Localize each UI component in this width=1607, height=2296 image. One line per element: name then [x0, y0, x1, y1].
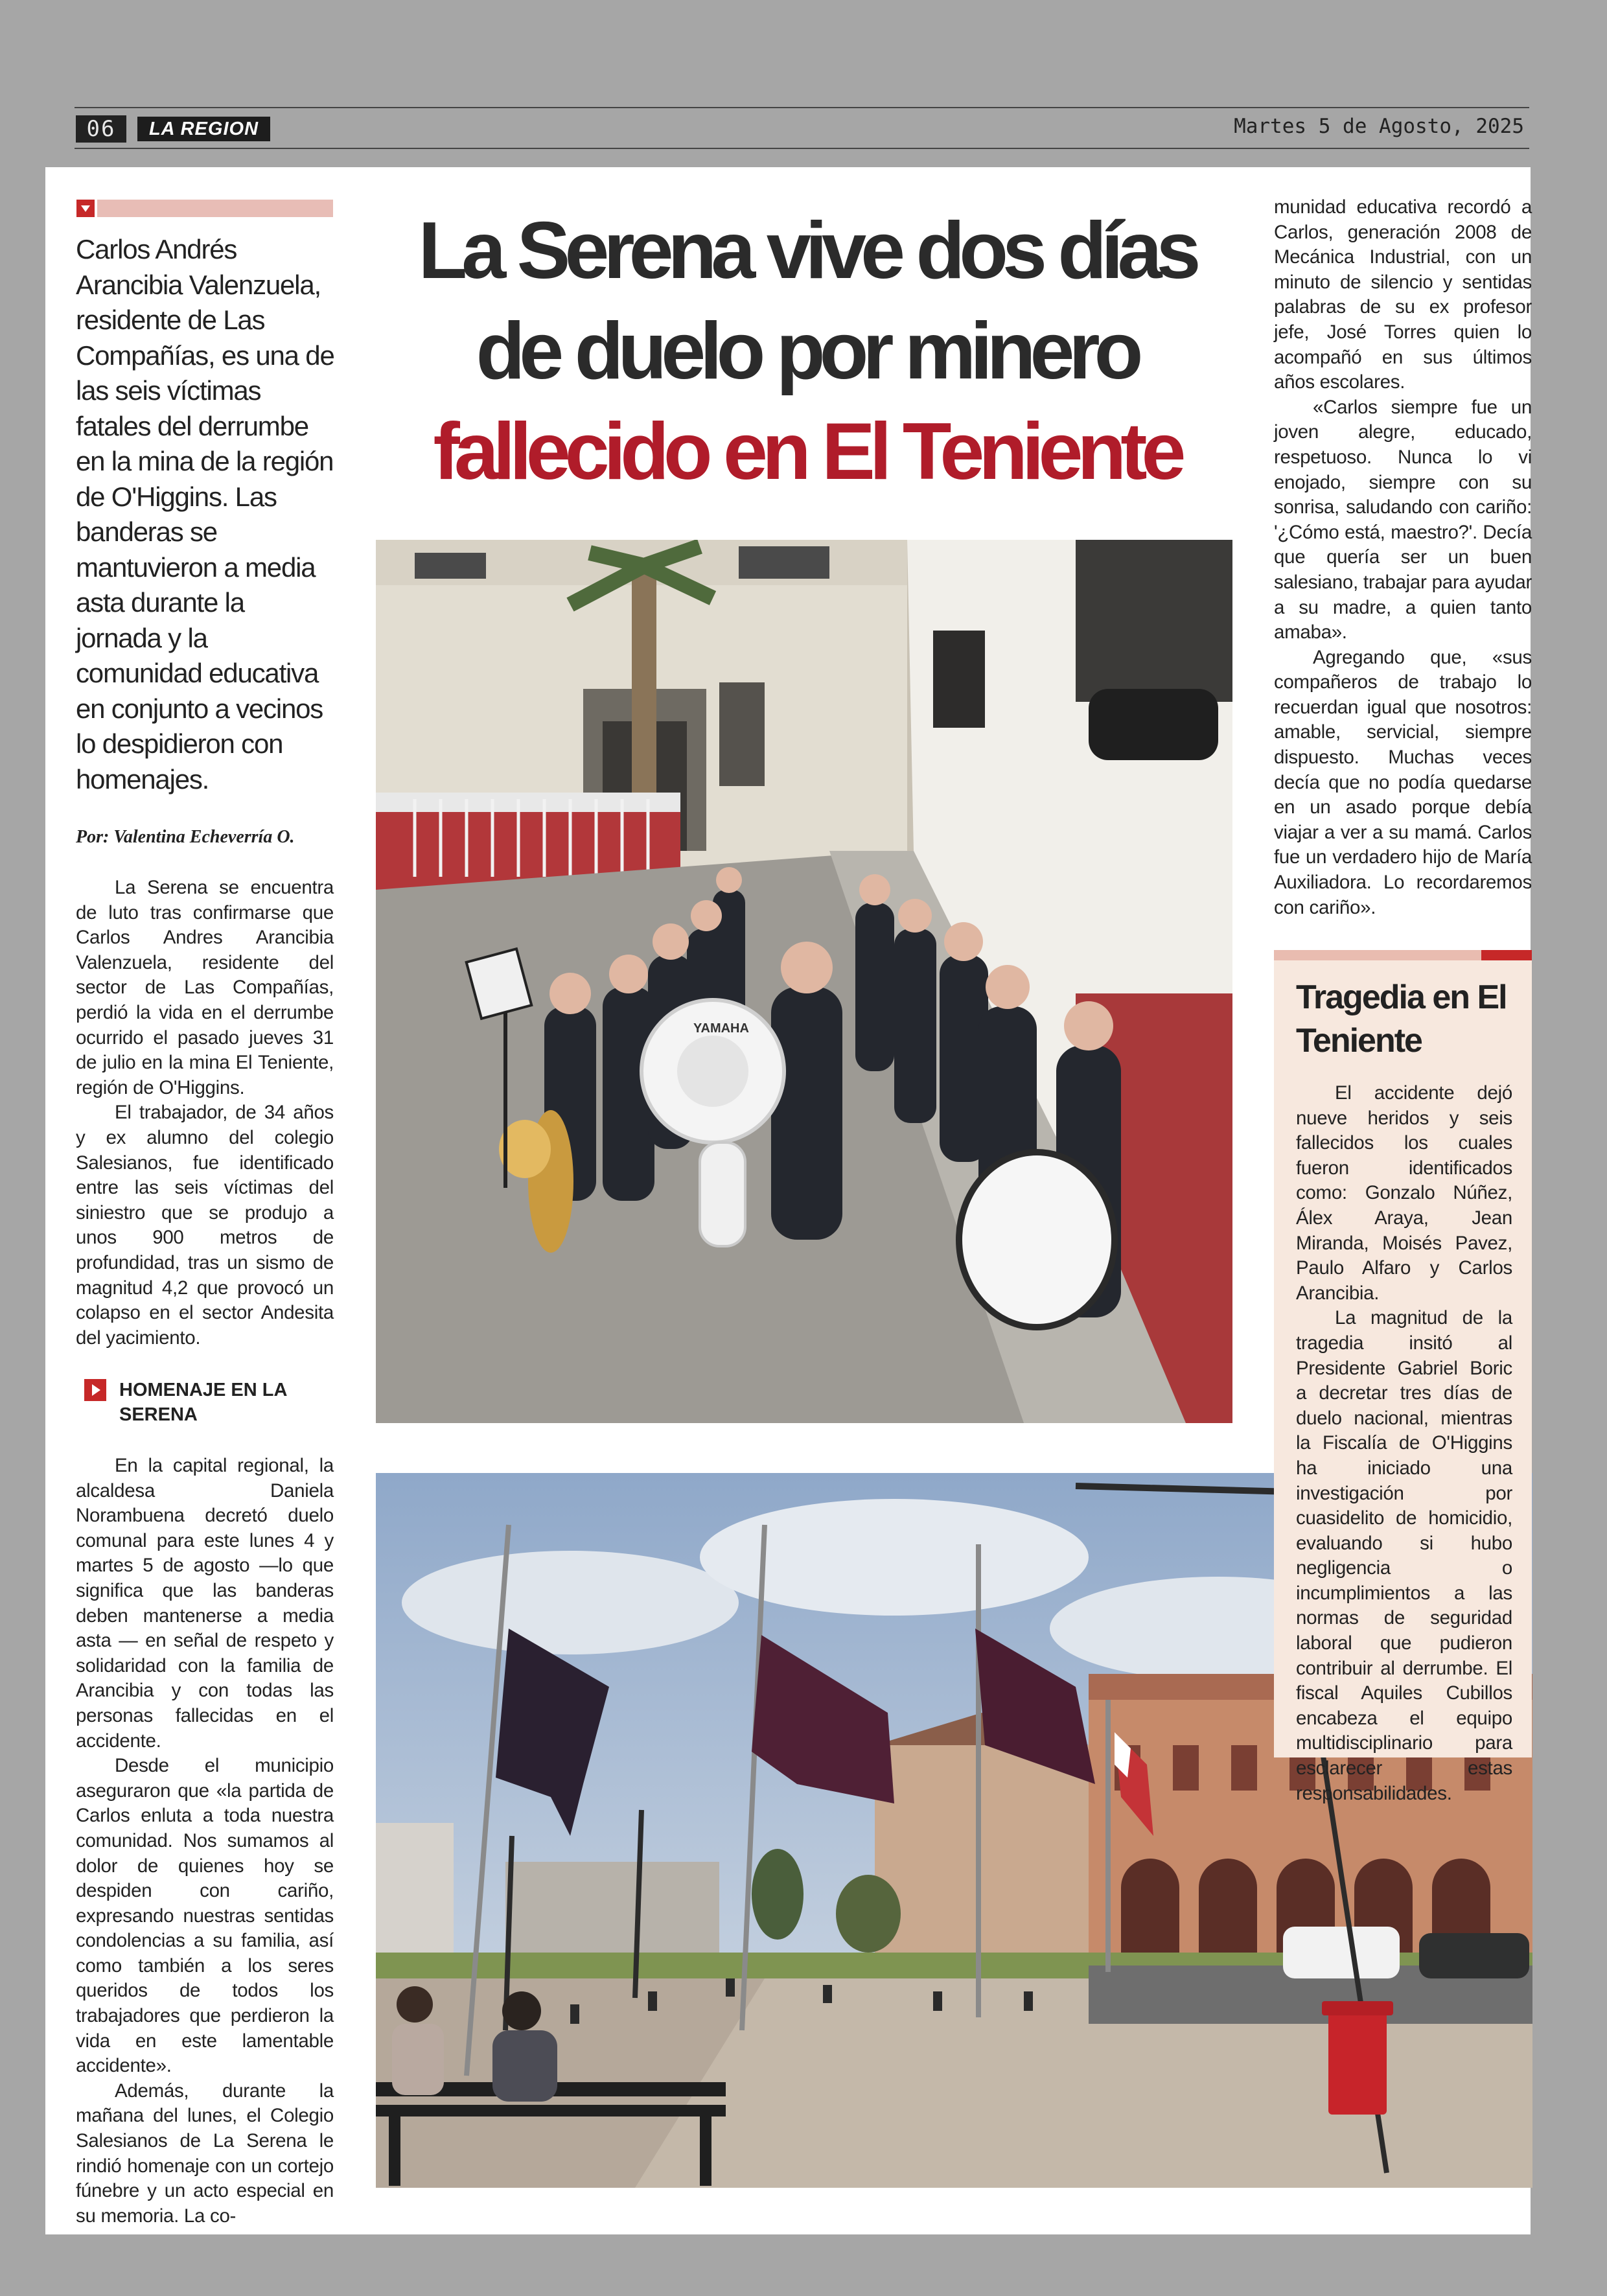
headline-line-3: fallecido en El Teniente: [433, 407, 1181, 496]
sidebar-box: [1274, 950, 1532, 1804]
header-rule-top: [75, 107, 1529, 108]
lead-arrow-icon: [76, 200, 95, 217]
headline-line-1: La Serena vive dos días: [418, 206, 1196, 296]
lead-bar: [97, 200, 333, 217]
sidebar-body: [1296, 1081, 1512, 1806]
paragraph: La magnitud de la tragedia insitó al Presidente Gabriel Boric a decretar tres días de duelo nacional, mientras la Fiscalía de O'Higgins ha iniciado una investigación por cuasidelito de homicidio, evaluando si hubo negligencia o incumplimientos a las normas de seguridad laboral que pudieron contribuir al derrumbe. El fiscal Aquiles Cubillos encabeza el equipo multidisciplinario para esclarecer estas responsabilidades.: [1296, 1307, 1512, 1804]
article-body-left-bottom: [76, 1454, 334, 2229]
byline: Por: Valentina Echeverría O.: [76, 827, 295, 847]
subhead: [84, 1378, 288, 1427]
band-tribute-photo: [376, 540, 1232, 1423]
paragraph: «Carlos siempre fue un joven alegre, educado, respetuoso. Nunca lo vi enojado, siempre con su sonrisa, saludando con cariño: '¿Cómo está, maestro?'. Decía que quería ser un buen salesiano, trabajar para ayudar a su madre, a quien tanto amaba».: [1274, 396, 1532, 644]
paragraph: En la capital regional, la alcaldesa Daniela Norambuena decretó duelo comunal para este lunes 4 y martes 5 de agosto —lo que significa que las banderas deben mantenerse a media asta — en señal de respeto y solidaridad con la familia de Arancibia y con todas las personas fallecidas en el accidente.: [76, 1455, 334, 1752]
page-number: 06: [76, 115, 126, 143]
paragraph: El trabajador, de 34 años y ex alumno del colegio Salesianos, fue identificado entre las seis víctimas del siniestro que se produjo a unos 900 metros de profundidad, tras un sismo de magnitud 4,2 que provocó un colapso en el sector Andesita del yacimiento.: [76, 1102, 334, 1349]
sidebar-accent-bar: [1274, 950, 1532, 960]
yamaha-label: YAMAHA: [693, 1021, 749, 1036]
sidebar-title: Tragedia en El Teniente: [1296, 979, 1507, 1060]
paragraph: munidad educativa recordó a Carlos, generación 2008 de Mecánica Industrial, con un minuto de silencio y sentidas palabras de su ex profesor jefe, José Torres quien lo acompañó en sus últimos años escolares.: [1274, 196, 1532, 393]
paragraph: Además, durante la mañana del lunes, el Colegio Salesianos de La Serena le rindió homenaje con un cortejo fúnebre y un acto especial en su memoria. La co-: [76, 2080, 334, 2227]
paragraph: Desde el municipio aseguraron que «la partida de Carlos enluta a toda nuestra comunidad. Nos sumamos al dolor de quienes hoy se despiden con cariño, expresando nuestras sentidas condolencias a su familia, así como también a los seres queridos de todos los trabajadores que perdieron la vida en este lamentable accidente».: [76, 1755, 334, 2077]
issue-date: Martes 5 de Agosto, 2025: [1234, 115, 1524, 138]
header-rule-bottom: [75, 148, 1529, 149]
paragraph: Agregando que, «sus compañeros de trabajo lo recuerdan igual que nosotros: amable, servicial, siempre dispuesto. Muchas veces decía que no podía quedarse en un asado porque debía viajar a ver a su mamá. Carlos fue un verdadero hijo de María Auxiliadora. Lo recordaremos con cariño».: [1274, 646, 1532, 918]
article-body-right: [1274, 195, 1532, 920]
play-arrow-icon: [84, 1379, 106, 1401]
headline-line-2: de duelo por minero: [476, 307, 1138, 396]
paragraph: El accidente dejó nueve heridos y seis fallecidos los cuales fueron identificados como: Gonzalo Núñez, Álex Araya, Jean Miranda, Moisés Pavez, Paulo Alfaro y Carlos Arancibia.: [1296, 1082, 1512, 1304]
lead-paragraph: Carlos Andrés Arancibia Valenzuela, residente de Las Compañías, es una de las seis víctimas fatales del derrumbe en la mina de la región de O'Higgins. Las banderas se mantuvieron a media asta durante la jornada y la comunidad educativa en conjunto a vecinos lo despidieron con homenajes.: [76, 234, 334, 794]
article-body-left-top: [76, 875, 334, 1351]
paragraph: La Serena se encuentra de luto tras confirmarse que Carlos Andres Arancibia Valenzuela, residente del sector de Las Compañías, perdió la vida en el derrumbe ocurrido el pasado jueves 31 de julio en la mina El Teniente, región de O'Higgins.: [76, 877, 334, 1098]
headline: [376, 201, 1238, 502]
subhead-text: HOMENAJE EN LA SERENA: [119, 1380, 287, 1425]
newspaper-logo: [137, 117, 270, 141]
logo-text: LA REGION: [148, 118, 259, 139]
